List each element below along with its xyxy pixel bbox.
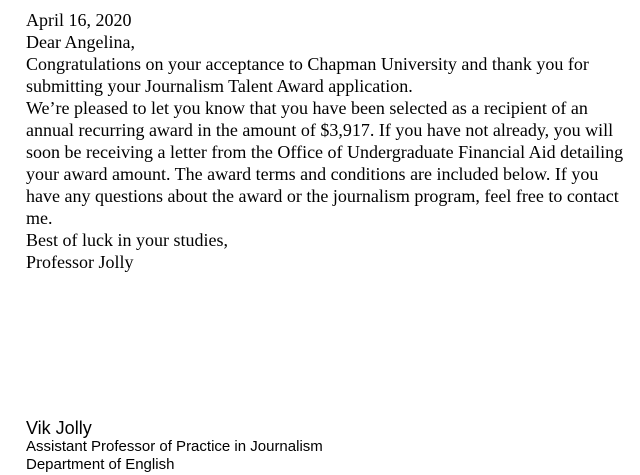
letter-signoff: Professor Jolly <box>26 252 134 272</box>
signature-name: Vik Jolly <box>26 418 92 438</box>
letter-greeting: Dear Angelina, <box>26 32 135 52</box>
letter-paragraph-award: We’re pleased to let you know that you have been selected as a recipient of an annual recurring award in the amount of $3,917. If you have not already, you will soon be receiving a letter from the Office of Undergraduate Financial Aid detailing your award amount. The award terms and conditions are included below. If you have any questions about the award or the journalism program, feel free to contact me. <box>26 98 624 228</box>
signature-title: Assistant Professor of Practice in Journalism <box>26 438 323 455</box>
letter-date: April 16, 2020 <box>26 10 132 30</box>
letter-closing: Best of luck in your studies, <box>26 230 228 250</box>
letter-paragraph-congratulations: Congratulations on your acceptance to Chapman University and thank you for submitting your Journalism Talent Award application. <box>26 54 589 96</box>
letter-body <box>26 9 632 273</box>
email-signature <box>26 418 323 474</box>
signature-department: Department of English <box>26 456 175 473</box>
